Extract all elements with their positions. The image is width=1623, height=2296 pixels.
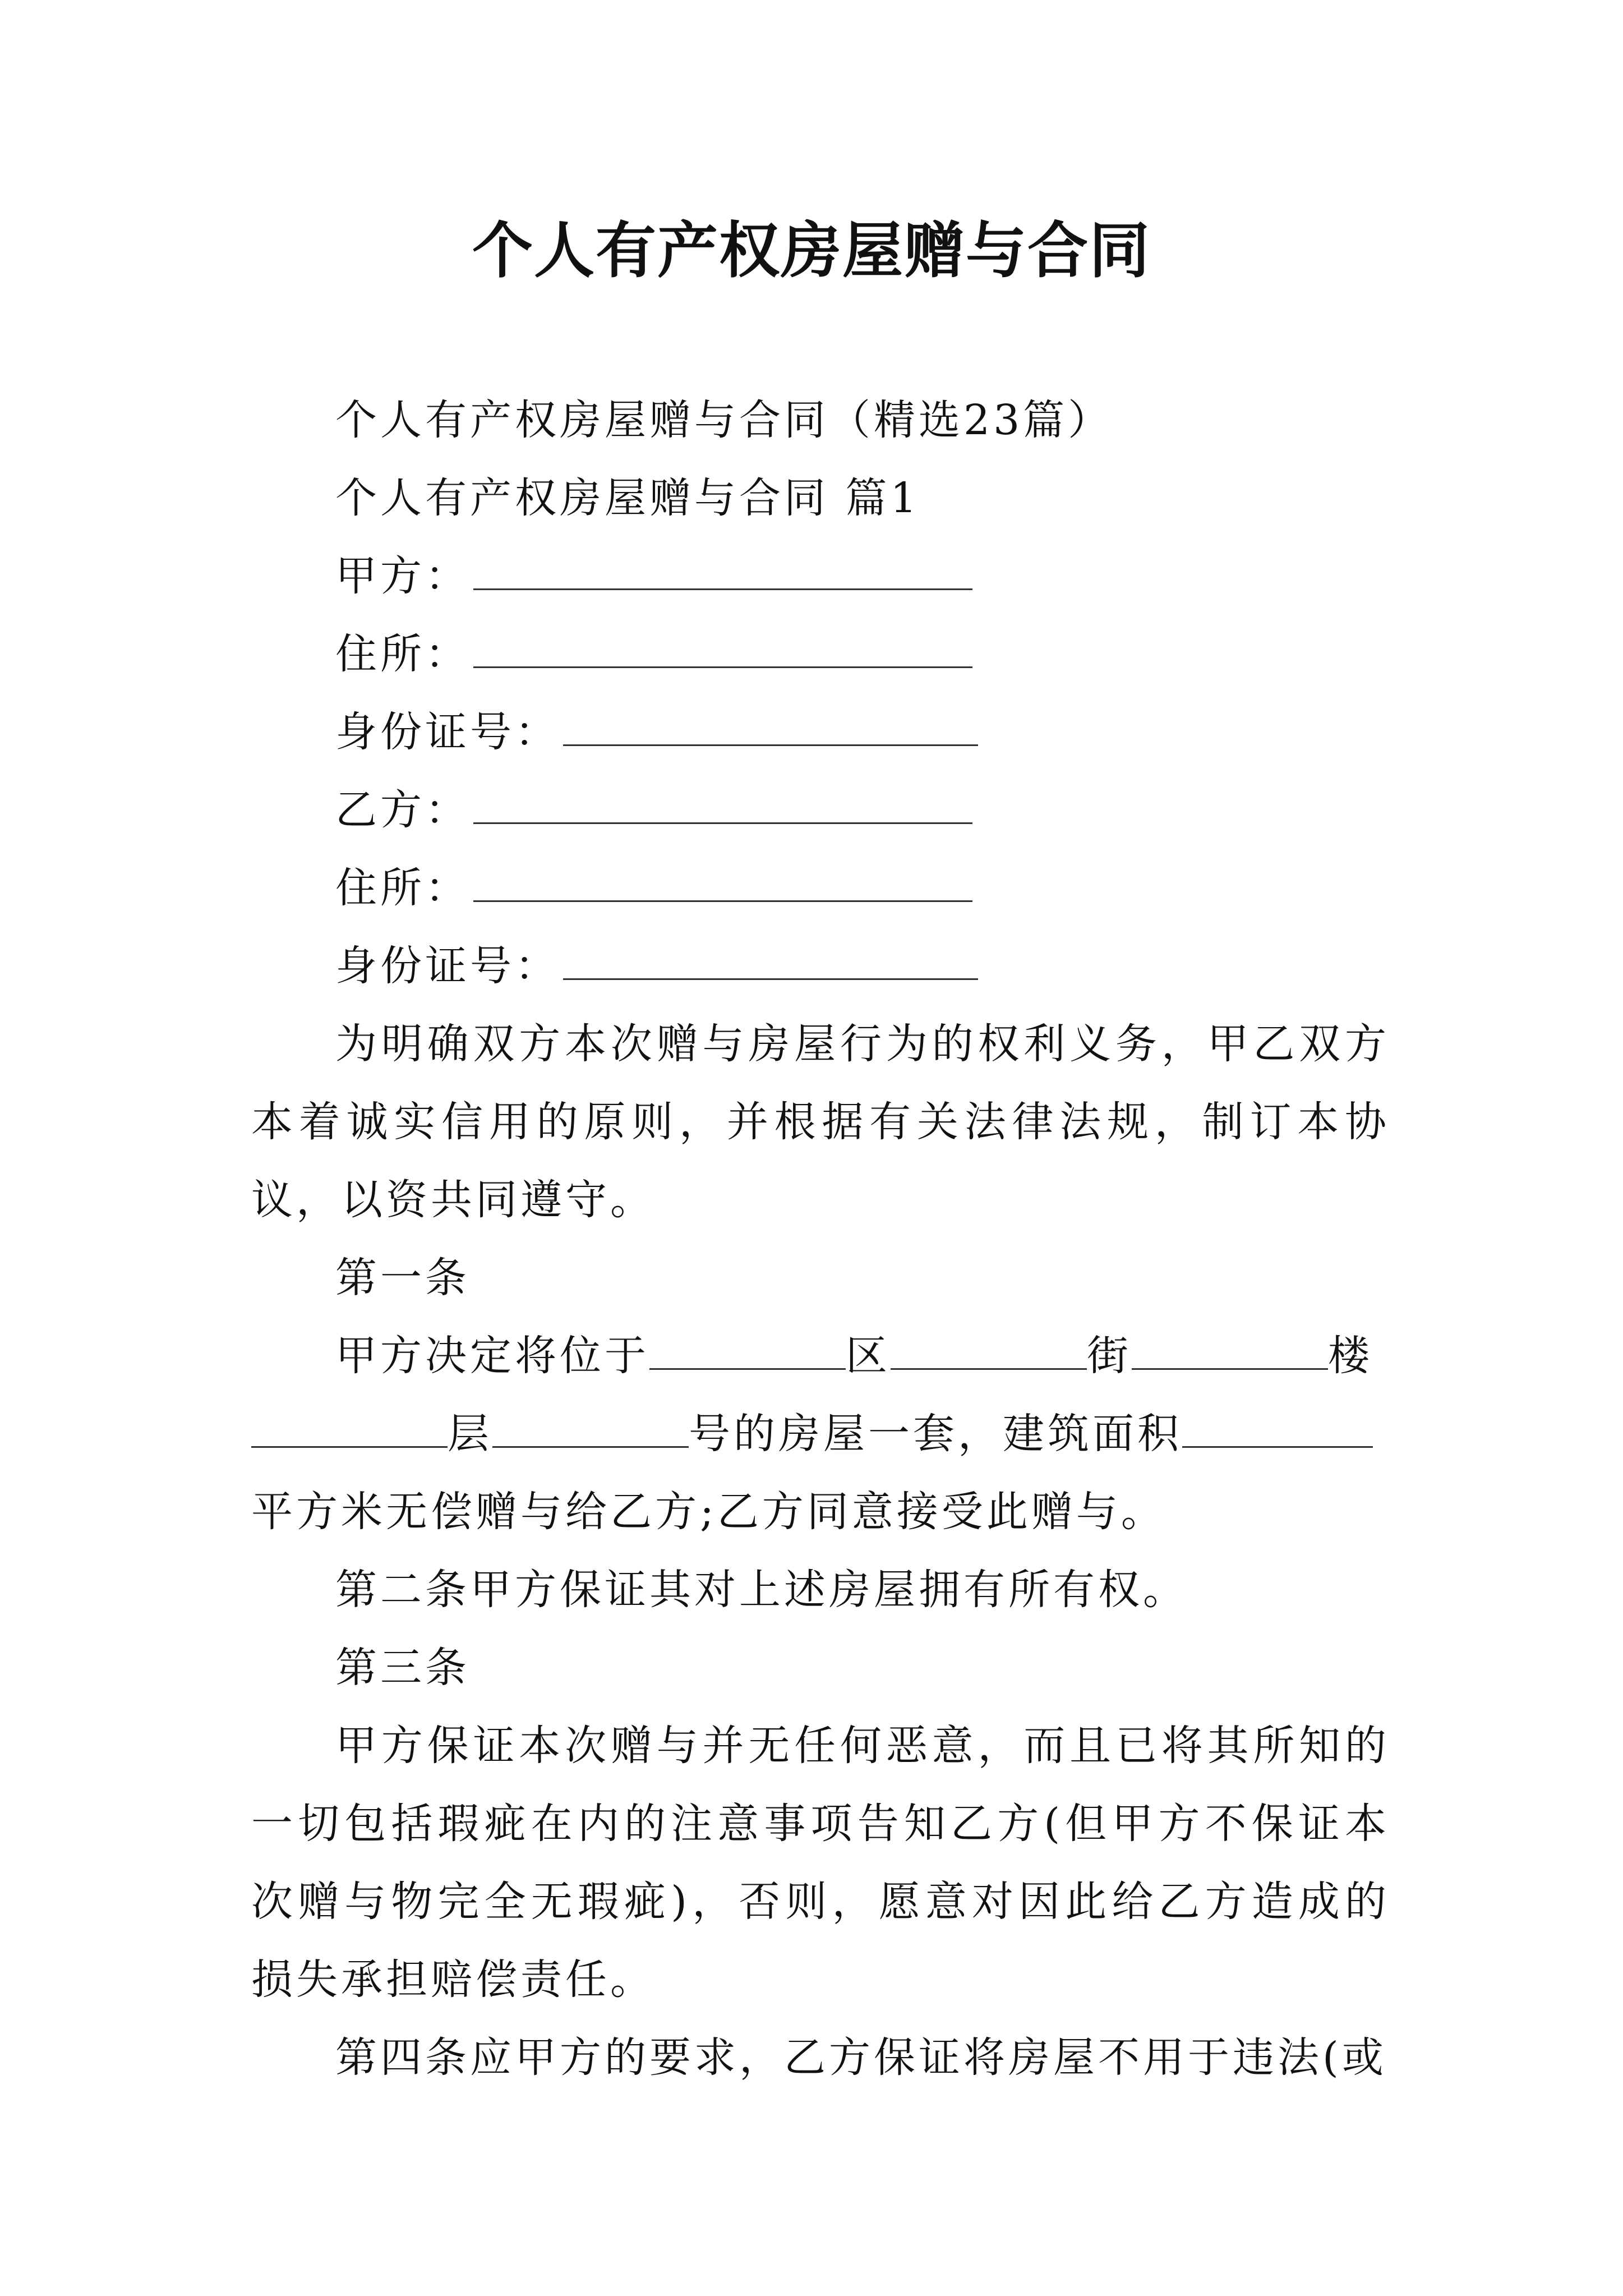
party-a-address-field[interactable] (473, 633, 972, 668)
party-b-row (251, 771, 1390, 849)
party-a-address-row (251, 615, 1390, 693)
party-b-id-label: 身份证号： (335, 942, 560, 990)
street-field[interactable] (891, 1335, 1087, 1370)
district-field[interactable] (649, 1335, 846, 1370)
party-a-row (251, 537, 1390, 615)
article1-street-label: 街 (1087, 1332, 1132, 1380)
party-b-field[interactable] (473, 789, 972, 824)
article1-district-label: 区 (846, 1332, 891, 1380)
number-field[interactable] (492, 1412, 689, 1448)
article3-paragraph: 甲方保证本次赠与并无任何恶意，而且已将其所知的一切包括瑕疵在内的注意事项告知乙方(但甲方不保证本次赠与物完全无瑕疵)，否则，愿意对因此给乙方造成的损失承担赔偿责任。 (251, 1722, 1390, 2004)
party-a-id-field[interactable] (563, 711, 978, 746)
party-b-address-label: 住所： (335, 864, 470, 912)
party-a-label: 甲方： (335, 552, 470, 600)
document-body (251, 381, 1390, 2097)
article1-heading: 第一条 (335, 1254, 470, 1302)
article1-line3: 平方米无偿赠与给乙方;乙方同意接受此赠与。 (251, 1488, 1166, 1536)
article1-part1: 甲方决定将位于 (335, 1332, 649, 1380)
building-field[interactable] (1132, 1335, 1328, 1370)
article1-number-label: 号的房屋一套，建筑面积 (689, 1410, 1182, 1458)
article1-floor-label: 层 (448, 1410, 492, 1458)
section-heading: 个人有产权房屋赠与合同 篇1 (335, 474, 920, 522)
party-b-label: 乙方： (335, 786, 470, 834)
party-b-address-row (251, 849, 1390, 927)
party-b-id-row (251, 927, 1390, 1005)
document-title: 个人有产权房屋赠与合同 (472, 215, 1151, 286)
article4-text: 第四条应甲方的要求，乙方保证将房屋不用于违法(或 (335, 2033, 1387, 2082)
party-b-address-field[interactable] (473, 867, 972, 902)
document-subtitle: 个人有产权房屋赠与合同（精选23篇） (335, 396, 1113, 444)
floor-field[interactable] (251, 1412, 448, 1448)
article1-building-label: 楼 (1328, 1332, 1373, 1380)
article2-text: 第二条甲方保证其对上述房屋拥有所有权。 (335, 1566, 1188, 1614)
party-b-id-field[interactable] (563, 945, 978, 980)
article1-line1 (251, 1317, 1390, 1395)
party-a-address-label: 住所： (335, 630, 470, 678)
party-a-id-label: 身份证号： (335, 708, 560, 756)
article1-line2 (251, 1395, 1390, 1473)
preamble-paragraph: 为明确双方本次赠与房屋行为的权利义务，甲乙双方本着诚实信用的原则，并根据有关法律法规，制订本协议，以资共同遵守。 (251, 1020, 1390, 1224)
area-field[interactable] (1182, 1412, 1373, 1448)
party-a-field[interactable] (473, 555, 972, 590)
article3-heading: 第三条 (335, 1644, 470, 1692)
party-a-id-row (251, 693, 1390, 771)
